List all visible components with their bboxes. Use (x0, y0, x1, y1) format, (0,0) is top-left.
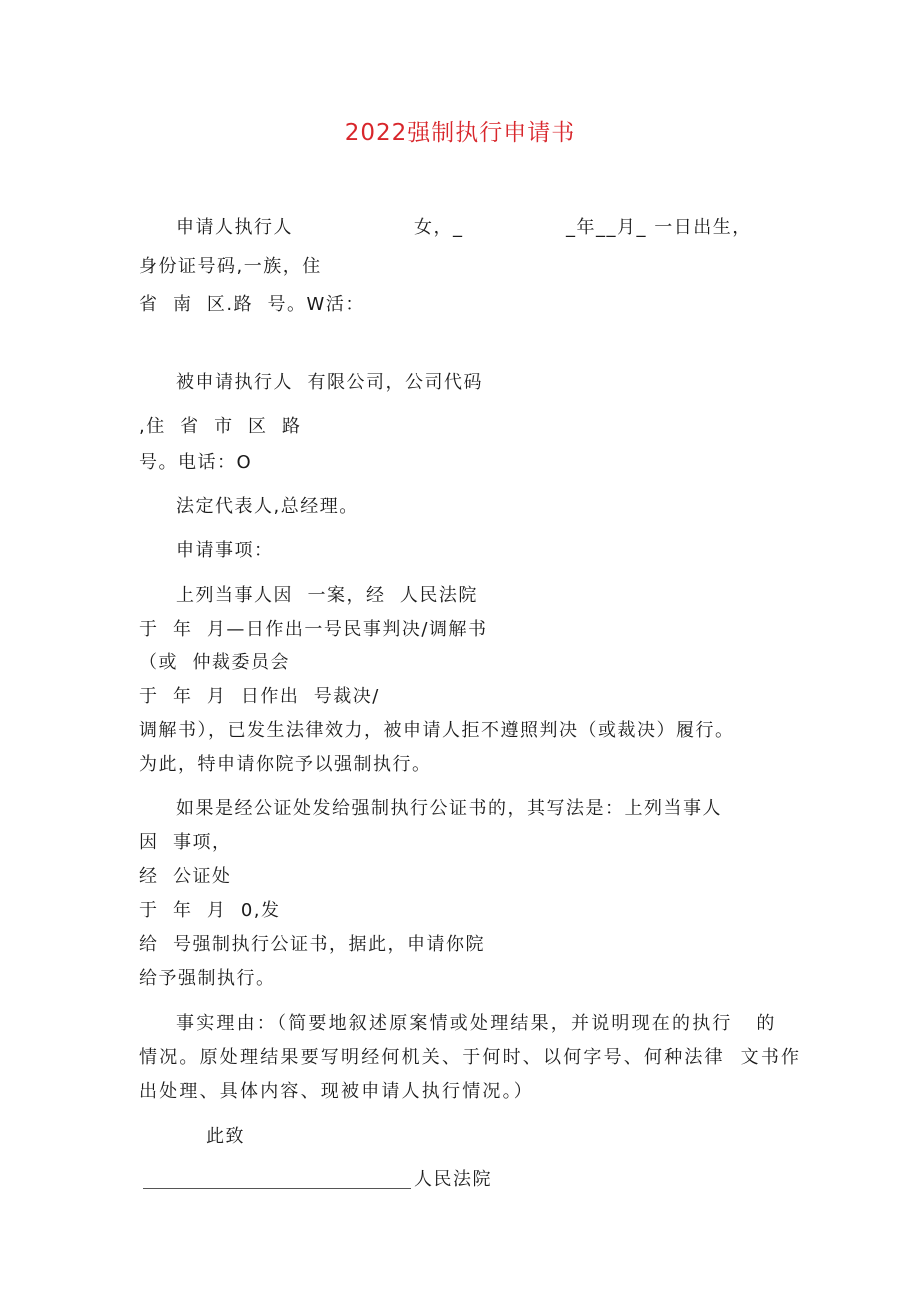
matters-line-3: （或 仲裁委员会 (139, 652, 290, 673)
matters-line-5: 调解书），已发生法律效力，被申请人拒不遵照判决（或裁决）履行。 (139, 720, 735, 741)
notary-line-6: 给予强制执行。 (139, 968, 276, 989)
applicant-line-1-prefix: 申请人执行人 (176, 217, 293, 238)
matters-line-6: 为此，特申请你院予以强制执行。 (139, 754, 432, 775)
applicant-line-1-gender: 女，_ (414, 217, 464, 238)
respondent-line-3: 号。电话：O (139, 452, 253, 473)
respondent-line-2: ,住 省 市 区 路 (139, 416, 302, 437)
applicant-line-1-birth: _年__月_ 一日出生， (566, 217, 752, 238)
notary-line-5: 给 号强制执行公证书，据此，申请你院 (139, 934, 485, 955)
notary-line-2: 因 事项， (139, 832, 232, 853)
applicant-line-2: 身份证号码,一族，住 (139, 256, 322, 277)
matters-line-4: 于 年 月 日作出 号裁决/ (139, 686, 380, 707)
closing-salutation: 此致 (206, 1126, 245, 1147)
notary-line-1: 如果是经公证处发给强制执行公证书的，其写法是：上列当事人 (176, 798, 722, 819)
applicant-line-3: 省 南 区.路 号。W活： (139, 294, 365, 315)
court-name-blank-rule (143, 1188, 411, 1189)
legal-representative: 法定代表人,总经理。 (176, 496, 359, 517)
facts-line-1: 事实理由：（简要地叙述原案情或处理结果，并说明现在的执行 的 (176, 1013, 777, 1034)
notary-line-3: 经 公证处 (139, 866, 232, 887)
matters-line-1: 上列当事人因 一案，经 人民法院 (176, 585, 478, 606)
notary-line-4: 于 年 月 0,发 (139, 900, 281, 921)
facts-line-3: 出处理、具体内容、现被申请人执行情况。） (139, 1081, 534, 1102)
closing-court: 人民法院 (414, 1169, 492, 1190)
document-title: 2022强制执行申请书 (344, 120, 576, 146)
matters-line-2: 于 年 月—日作出一号民事判决/调解书 (139, 619, 488, 640)
matters-heading: 申请事项： (176, 540, 274, 561)
respondent-line-1: 被申请执行人 有限公司，公司代码 (176, 372, 483, 393)
facts-line-2: 情况。原处理结果要写明经何机关、于何时、以何字号、何种法律 文书作 (139, 1047, 802, 1068)
